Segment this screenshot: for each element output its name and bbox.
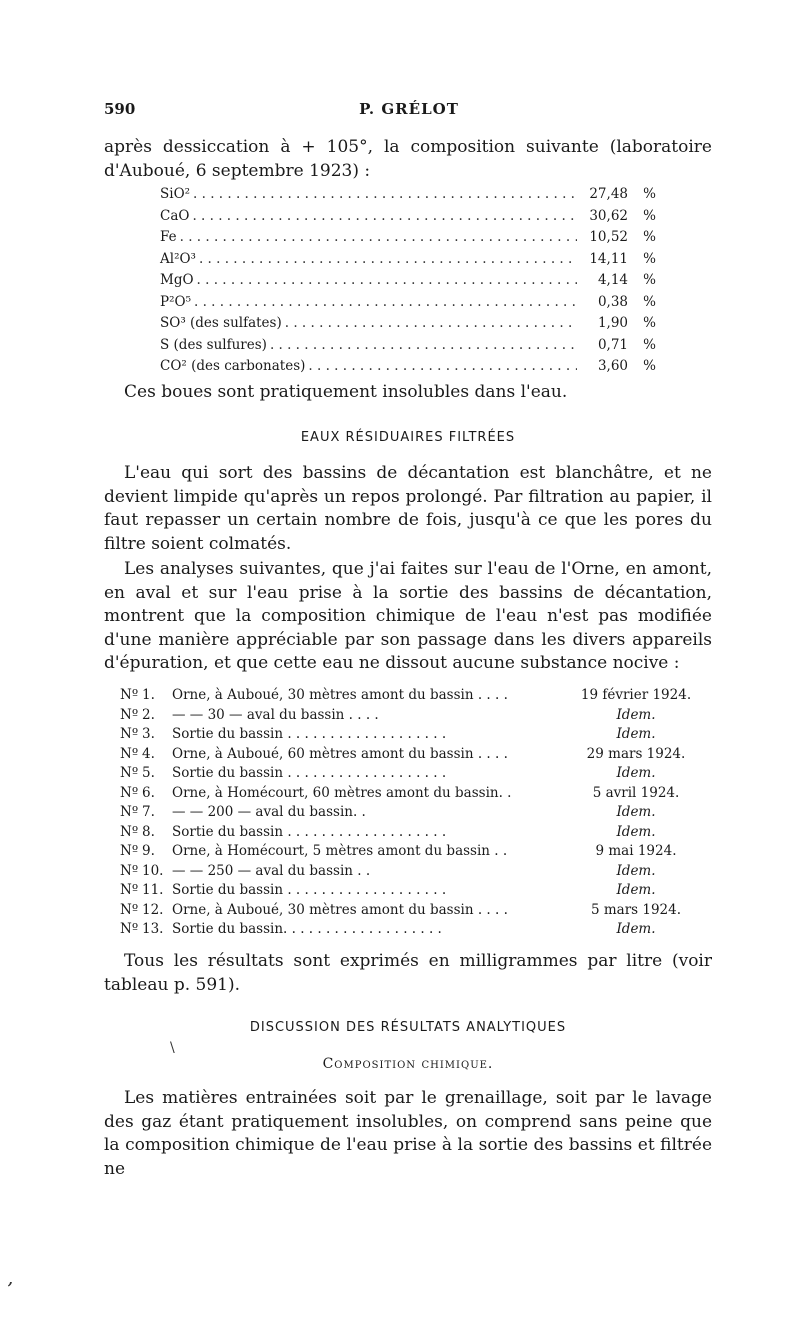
sample-no-label: Nº (120, 901, 139, 918)
sample-number: 11. (142, 882, 164, 898)
sample-description: Orne, à Homécourt, 5 mètres amont du bassin . . (172, 843, 508, 859)
sample-number: 13. (142, 921, 164, 937)
component-name: SiO² (160, 186, 191, 202)
sample-number: 10. (142, 862, 164, 879)
sample-description: — — 30 — aval du bassin . . . . (172, 706, 379, 723)
sample-description: Orne, à Auboué, 30 mètres amont du bassin . . . . (172, 901, 508, 918)
sample-row (120, 882, 700, 902)
component-value: 10,52 (589, 229, 628, 245)
sample-date: Idem. (616, 921, 656, 937)
component-value: 0,38 (597, 293, 628, 310)
sample-date: Idem. (616, 804, 656, 820)
component-unit: % (643, 207, 656, 224)
sample-date: 9 mai 1924. (595, 843, 677, 859)
component-name: CO² (des carbonates) (160, 358, 306, 374)
page-number: 590 (104, 100, 136, 118)
sample-no-label: Nº (120, 882, 139, 898)
sample-description: — — 250 — aval du bassin . . (172, 862, 371, 879)
sample-no-label: Nº (120, 706, 139, 723)
component-unit: % (643, 186, 656, 202)
sample-date: 5 avril 1924. (592, 784, 680, 801)
component-value: 1,90 (597, 315, 628, 331)
sample-row (120, 785, 700, 805)
discussion-paragraph: Les matières entrainées soit par le grenaillage, soit par le lavage des gaz étant pratiquement insolubles, on comprend sans peine que la composition chimique de l'eau prise à la sortie des bassins et filtrée ne (104, 1088, 712, 1179)
composition-row (160, 186, 656, 208)
sample-date: Idem. (616, 765, 656, 781)
sample-number: 12. (142, 901, 164, 918)
sample-description: Orne, à Auboué, 30 mètres amont du bassin . . . . (172, 687, 508, 703)
component-name: Fe (160, 229, 177, 245)
composition-row (160, 358, 656, 380)
sample-no-label: Nº (120, 804, 139, 820)
samples-list (120, 687, 700, 941)
component-unit: % (643, 272, 656, 288)
sample-no-label: Nº (120, 823, 139, 840)
stray-mark: \ (170, 1040, 175, 1056)
results-note: Tous les résultats sont exprimés en milligrammes par litre (voir tableau p. 591). (104, 951, 712, 995)
component-unit: % (643, 293, 656, 310)
sample-number: 3. (142, 726, 155, 742)
sample-no-label: Nº (120, 745, 139, 762)
sample-no-label: Nº (120, 784, 139, 801)
sample-no-label: Nº (120, 843, 139, 859)
component-unit: % (643, 250, 656, 267)
sample-no-label: Nº (120, 726, 139, 742)
component-name: P²O⁵ (160, 293, 191, 310)
sample-number: 2. (142, 706, 155, 723)
sample-description: — — 200 — aval du bassin. . (172, 804, 366, 820)
sample-number: 9. (142, 843, 155, 859)
component-unit: % (643, 229, 656, 245)
component-name: CaO (160, 207, 190, 224)
analyses-paragraph: Les analyses suivantes, que j'ai faites sur l'eau de l'Orne, en amont, en aval et sur l'eau prise à la sortie des bassins de décantation, montrent que la composition chimique de l'eau n'est pas modifiée d'une manière appréciable par son passage dans les divers appareils d'épuration, et que cette eau ne dissout aucune substance nocive : (104, 559, 712, 674)
sample-date: Idem. (616, 726, 656, 742)
sample-no-label: Nº (120, 765, 139, 781)
sample-row (120, 804, 700, 824)
section-heading-filtered-water: EAUX RÉSIDUAIRES FILTRÉES (300, 430, 516, 445)
sample-date: Idem. (616, 862, 656, 879)
sample-row (120, 707, 700, 727)
component-unit: % (643, 315, 656, 331)
component-name: MgO (160, 272, 194, 288)
sample-no-label: Nº (120, 862, 139, 879)
sample-description: Orne, à Auboué, 60 mètres amont du bassin . . . . (172, 745, 508, 762)
sample-row (120, 921, 700, 941)
sample-row (120, 687, 700, 707)
composition-table (160, 186, 656, 380)
component-name: S (des sulfures) (160, 336, 267, 353)
sample-row (120, 863, 700, 883)
composition-row (160, 294, 656, 316)
sample-no-label: Nº (120, 687, 139, 703)
sample-row (120, 902, 700, 922)
sample-description: Sortie du bassin. . . . . . . . . . . . . . . . . . . (172, 921, 442, 937)
sample-number: 4. (142, 745, 155, 762)
component-value: 14,11 (589, 250, 628, 267)
intro-paragraph: après dessiccation à + 105°, la composition suivante (laboratoire d'Auboué, 6 septembre 1923) : (104, 137, 712, 181)
subheading-chemical-composition: Composition chimique. (322, 1056, 494, 1072)
sample-row (120, 765, 700, 785)
sample-number: 6. (142, 784, 155, 801)
sample-date: 19 février 1924. (580, 687, 692, 703)
sample-date: Idem. (616, 706, 656, 723)
sample-number: 5. (142, 765, 155, 781)
insoluble-statement: Ces boues sont pratiquement insolubles dans l'eau. (124, 382, 568, 402)
composition-row (160, 229, 656, 251)
sample-row (120, 843, 700, 863)
component-name: Al²O³ (160, 250, 196, 267)
composition-row (160, 208, 656, 230)
composition-row (160, 337, 656, 359)
component-value: 30,62 (589, 207, 628, 224)
sample-date: Idem. (616, 882, 656, 898)
sample-description: Sortie du bassin . . . . . . . . . . . . . . . . . . . (172, 726, 447, 742)
component-value: 0,71 (597, 336, 628, 353)
composition-row (160, 272, 656, 294)
component-value: 4,14 (597, 272, 628, 288)
sample-number: 8. (142, 823, 155, 840)
sample-date: Idem. (616, 823, 656, 840)
composition-row (160, 315, 656, 337)
section-heading-discussion: DISCUSSION DES RÉSULTATS ANALYTIQUES (249, 1020, 567, 1035)
component-value: 27,48 (589, 186, 628, 202)
sample-description: Sortie du bassin . . . . . . . . . . . . . . . . . . . (172, 823, 447, 840)
sample-description: Sortie du bassin . . . . . . . . . . . . . . . . . . . (172, 765, 447, 781)
component-name: SO³ (des sulfates) (160, 315, 282, 331)
sample-no-label: Nº (120, 921, 139, 937)
page-header (104, 100, 714, 122)
sample-number: 7. (142, 804, 155, 820)
component-unit: % (643, 358, 656, 374)
sample-row (120, 746, 700, 766)
sample-date: 5 mars 1924. (590, 901, 682, 918)
composition-row (160, 251, 656, 273)
sample-description: Orne, à Homécourt, 60 mètres amont du bassin. . (172, 784, 512, 801)
sample-row (120, 824, 700, 844)
sample-row (120, 726, 700, 746)
filtration-paragraph: L'eau qui sort des bassins de décantation est blanchâtre, et ne devient limpide qu'après un repos prolongé. Par filtration au papier, il faut repasser un certain nombre de fois, jusqu'à ce que les pores du filtre soient colmatés. (104, 463, 712, 554)
component-value: 3,60 (597, 358, 628, 374)
sample-description: Sortie du bassin . . . . . . . . . . . . . . . . . . . (172, 882, 447, 898)
sample-date: 29 mars 1924. (586, 745, 686, 762)
running-title: P. GRÉLOT (359, 100, 459, 118)
stray-mark: , (8, 1272, 13, 1288)
sample-number: 1. (142, 687, 155, 703)
component-unit: % (643, 336, 656, 353)
